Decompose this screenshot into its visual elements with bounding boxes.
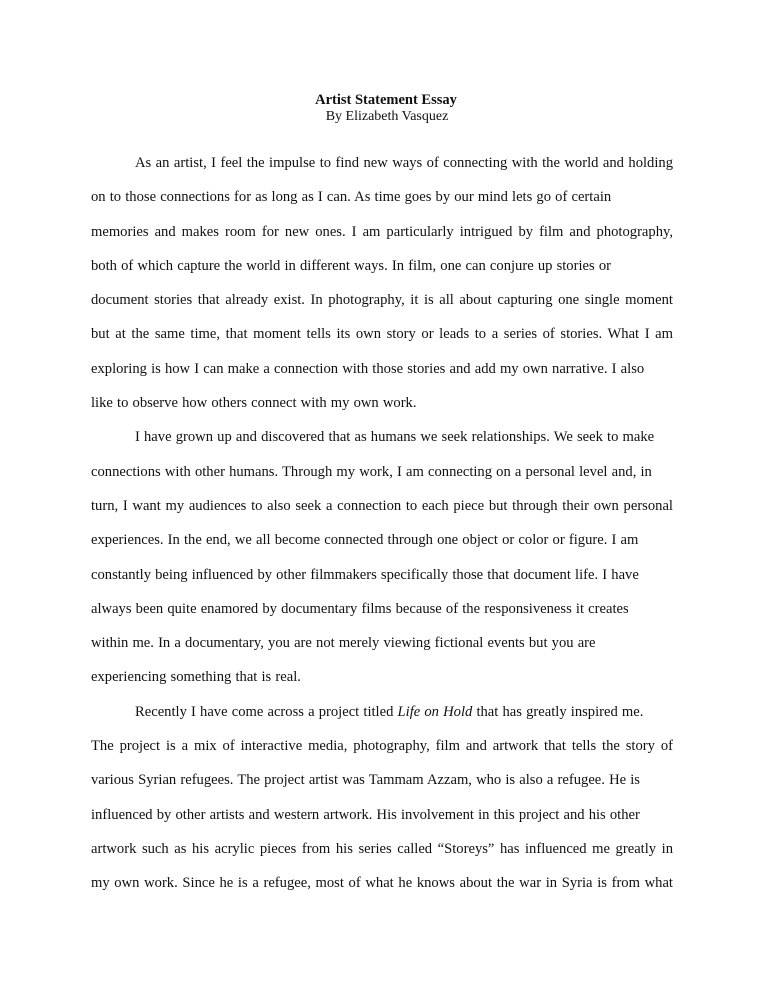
- text-line: always been quite enamored by documentary films because of the responsiveness it creates: [91, 600, 629, 617]
- text-line: document stories that already exist. In photography, it is all about capturing one single moment: [91, 292, 673, 309]
- text-run: that has greatly inspired me.: [472, 703, 644, 720]
- text-line: As an artist, I feel the impulse to find new ways of connecting with the world and holding: [135, 155, 673, 171]
- text-line: influenced by other artists and western artwork. His involvement in this project and his other: [91, 806, 640, 823]
- text-line: various Syrian refugees. The project artist was Tammam Azzam, who is also a refugee. He is: [91, 772, 640, 789]
- text-line: experiencing something that is real.: [91, 669, 301, 686]
- text-line: my own work. Since he is a refugee, most of what he knows about the war in Syria is from what: [91, 875, 673, 892]
- text-line: I have grown up and discovered that as humans we seek relationships. We seek to make: [135, 429, 655, 446]
- text-line: within me. In a documentary, you are not merely viewing fictional events but you are: [91, 635, 596, 652]
- text-line: turn, I want my audiences to also seek a connection to each piece but through their own personal: [91, 497, 673, 514]
- essay-byline: By Elizabeth Vasquez: [325, 109, 449, 124]
- essay-title: Artist Statement Essay: [315, 92, 457, 108]
- text-line: connections with other humans. Through my work, I am connecting on a personal level and, in: [91, 463, 652, 480]
- text-line: on to those connections for as long as I can. As time goes by our mind lets go of certain: [91, 189, 612, 206]
- text-line: constantly being influenced by other filmmakers specifically those that document life. I have: [91, 566, 639, 583]
- text-line: but at the same time, that moment tells its own story or leads to a series of stories. What I am: [91, 326, 673, 343]
- text-line: both of which capture the world in different ways. In film, one can conjure up stories or: [91, 257, 611, 274]
- text-line: [91, 702, 673, 736]
- text-line: The project is a mix of interactive media, photography, film and artwork that tells the story of: [91, 738, 673, 755]
- text-run: Recently I have come across a project titled: [135, 703, 398, 720]
- essay-body: [91, 153, 673, 908]
- text-line: artwork such as his acrylic pieces from his series called “Storeys” has influenced me greatly in: [91, 840, 673, 857]
- text-line: memories and makes room for new ones. I am particularly intrigued by film and photography,: [91, 223, 673, 240]
- text-line: like to observe how others connect with my own work.: [91, 395, 417, 412]
- project-title-italic: Life on Hold: [397, 703, 473, 720]
- text-line: experiences. In the end, we all become connected through one object or color or figure. I am: [91, 532, 639, 549]
- text-line: exploring is how I can make a connection with those stories and add my own narrative. I also: [91, 360, 645, 377]
